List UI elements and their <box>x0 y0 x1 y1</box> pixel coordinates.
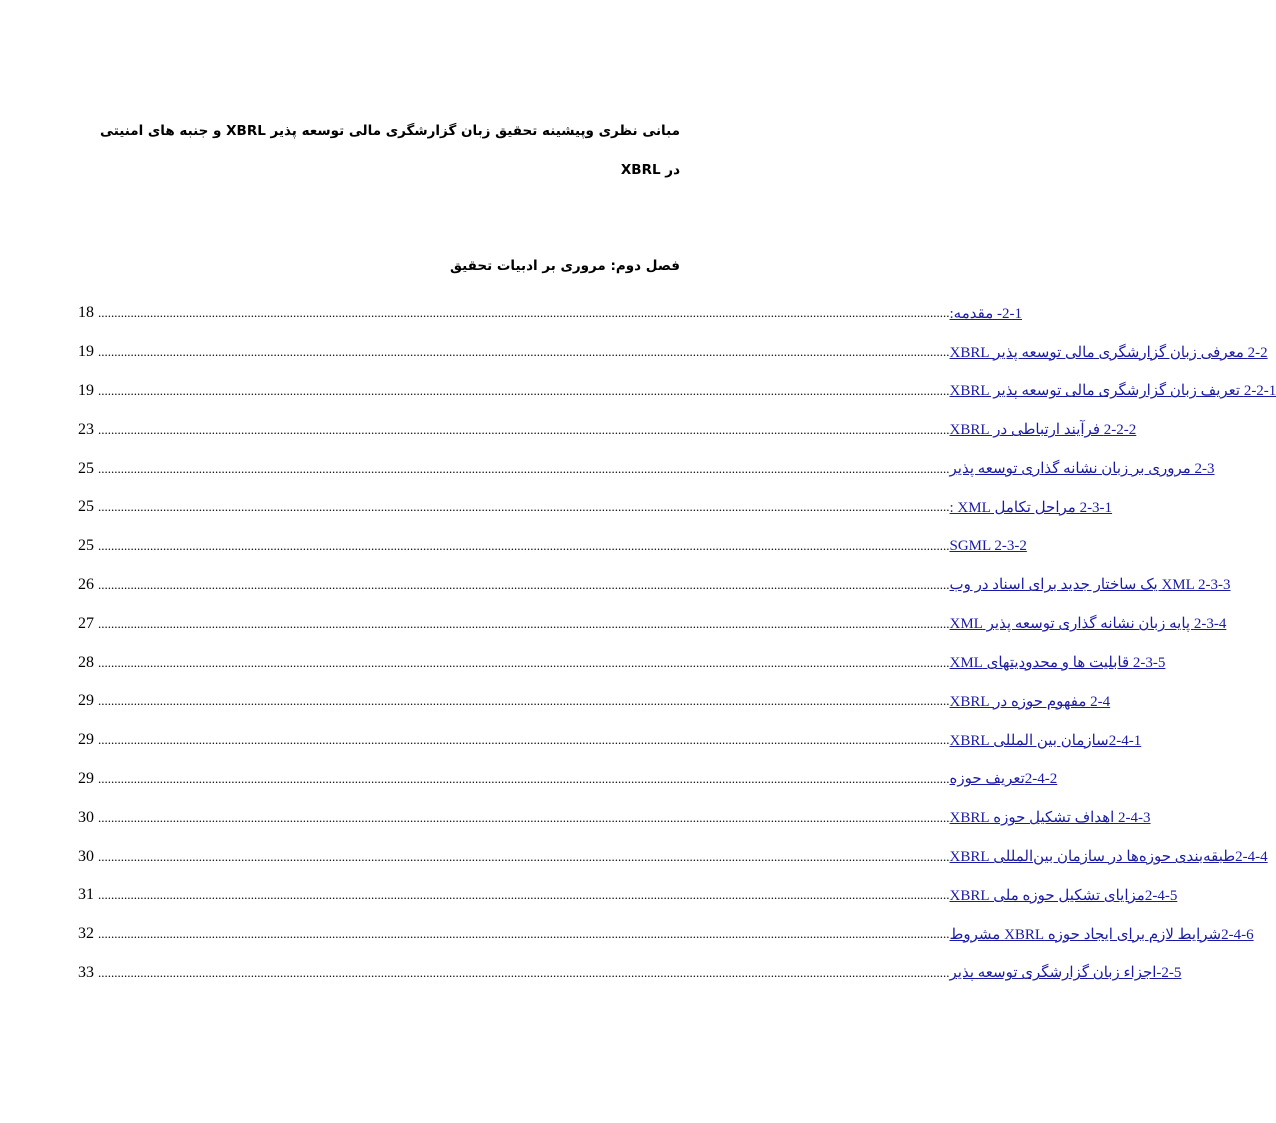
toc-link[interactable]: SGML 2-3-2 <box>949 537 1027 554</box>
toc-link[interactable]: 2-3-1 مراحل تکامل XML : <box>949 499 1113 516</box>
toc-entry[interactable] <box>78 410 1137 449</box>
toc-link[interactable]: 2-3-5 قابلیت ها و محدودیتهای XML <box>949 655 1166 672</box>
toc-page-number: 29 <box>78 731 94 749</box>
toc-entry[interactable] <box>78 333 1268 372</box>
toc-entry[interactable] <box>78 760 1058 799</box>
dot-leader: ...................................................................................................................................................................................................................................................................... <box>98 421 950 437</box>
toc-entry[interactable] <box>78 449 1215 488</box>
toc-link[interactable]: 2-4-4طبقه‌بندی حوزه‌ها در سازمان بین‌المللی XBRL <box>949 849 1268 866</box>
toc-entry[interactable] <box>78 488 1113 527</box>
toc-page-number: 28 <box>78 653 94 671</box>
dot-leader: ...................................................................................................................................................................................................................................................................... <box>98 693 950 709</box>
toc-link[interactable]: 2-2-1 تعریف زبان گزارشگری مالی توسعه پذیر XBRL <box>949 383 1276 400</box>
toc-page-number: 31 <box>78 886 94 904</box>
dot-leader: ...................................................................................................................................................................................................................................................................... <box>98 344 950 360</box>
toc-entry[interactable] <box>78 915 1254 954</box>
toc-page-number: 30 <box>78 847 94 865</box>
toc-entry[interactable] <box>78 721 1142 760</box>
toc-page-number: 32 <box>78 925 94 943</box>
toc-page-number: 18 <box>78 304 94 322</box>
dot-leader: ...................................................................................................................................................................................................................................................................... <box>98 615 950 631</box>
toc-entry[interactable] <box>78 527 1027 566</box>
document-title: مبانی نظری وپیشینه تحقیق زبان گزارشگری مالی توسعه پذیر XBRL و جنبه های امنیتی در XBRL <box>100 123 680 178</box>
toc-link[interactable]: 2-2-2 فرآیند ارتباطی در XBRL <box>949 422 1137 439</box>
toc-link[interactable]: 2-4-5مزایای تشکیل حوزه ملی XBRL <box>949 887 1178 904</box>
toc-link[interactable]: 2-4-6شرایط لازم برای ایجاد حوزه XBRL مشروط <box>949 926 1254 943</box>
toc-link[interactable]: 2-3-4 پایه زبان نشانه گذاری توسعه پذیر XML <box>949 616 1227 633</box>
dot-leader: ...................................................................................................................................................................................................................................................................... <box>98 654 950 670</box>
table-of-contents <box>78 294 1276 992</box>
toc-page-number: 23 <box>78 420 94 438</box>
dot-leader: ...................................................................................................................................................................................................................................................................... <box>98 576 950 592</box>
toc-link[interactable]: 2-3 مروری بر زبان نشانه گذاری توسعه پذیر <box>949 461 1215 478</box>
dot-leader: ...................................................................................................................................................................................................................................................................... <box>98 305 950 321</box>
toc-link[interactable]: 2-4-2تعریف حوزه <box>949 771 1058 788</box>
toc-page-number: 30 <box>78 808 94 826</box>
dot-leader: ...................................................................................................................................................................................................................................................................... <box>98 926 950 942</box>
chapter-heading: فصل دوم: مروری بر ادبیات تحقیق <box>449 258 680 274</box>
toc-entry[interactable] <box>78 876 1178 915</box>
dot-leader: ...................................................................................................................................................................................................................................................................... <box>98 770 950 786</box>
toc-link[interactable]: 2-5-اجزاء زبان گزارشگری توسعه پذیر <box>949 965 1182 982</box>
toc-entry[interactable] <box>78 954 1182 993</box>
dot-leader: ...................................................................................................................................................................................................................................................................... <box>98 382 950 398</box>
dot-leader: ...................................................................................................................................................................................................................................................................... <box>98 964 950 980</box>
toc-page-number: 25 <box>78 537 94 555</box>
toc-entry[interactable] <box>78 294 1022 333</box>
toc-link[interactable]: XML 2-3-3 یک ساختار جدید برای اسناد در وب <box>949 577 1231 594</box>
toc-page-number: 19 <box>78 381 94 399</box>
toc-entry[interactable] <box>78 372 1276 411</box>
toc-entry[interactable] <box>78 604 1227 643</box>
toc-entry[interactable] <box>78 682 1111 721</box>
toc-entry[interactable] <box>78 837 1268 876</box>
toc-entry[interactable] <box>78 798 1151 837</box>
toc-page-number: 29 <box>78 692 94 710</box>
toc-link[interactable]: 2-4 مفهوم حوزه در XBRL <box>949 693 1111 710</box>
toc-page-number: 26 <box>78 575 94 593</box>
toc-entry[interactable] <box>78 566 1231 605</box>
dot-leader: ...................................................................................................................................................................................................................................................................... <box>98 538 950 554</box>
dot-leader: ...................................................................................................................................................................................................................................................................... <box>98 809 950 825</box>
dot-leader: ...................................................................................................................................................................................................................................................................... <box>98 732 950 748</box>
dot-leader: ...................................................................................................................................................................................................................................................................... <box>98 848 950 864</box>
toc-entry[interactable] <box>78 643 1166 682</box>
toc-page-number: 27 <box>78 614 94 632</box>
toc-page-number: 33 <box>78 963 94 981</box>
toc-page-number: 29 <box>78 769 94 787</box>
toc-link[interactable]: 2-4-3 اهداف تشکیل حوزه XBRL <box>949 810 1151 827</box>
toc-page-number: 25 <box>78 498 94 516</box>
toc-link[interactable]: 2-2 معرفی زبان گزارشگری مالی توسعه پذیر XBRL <box>949 344 1268 361</box>
toc-page-number: 25 <box>78 459 94 477</box>
toc-link[interactable]: 2-1- مقدمه: <box>949 305 1022 322</box>
toc-link[interactable]: 2-4-1سازمان بین المللی XBRL <box>949 732 1142 749</box>
toc-page-number: 19 <box>78 343 94 361</box>
dot-leader: ...................................................................................................................................................................................................................................................................... <box>98 460 950 476</box>
dot-leader: ...................................................................................................................................................................................................................................................................... <box>98 887 950 903</box>
dot-leader: ...................................................................................................................................................................................................................................................................... <box>98 499 950 515</box>
